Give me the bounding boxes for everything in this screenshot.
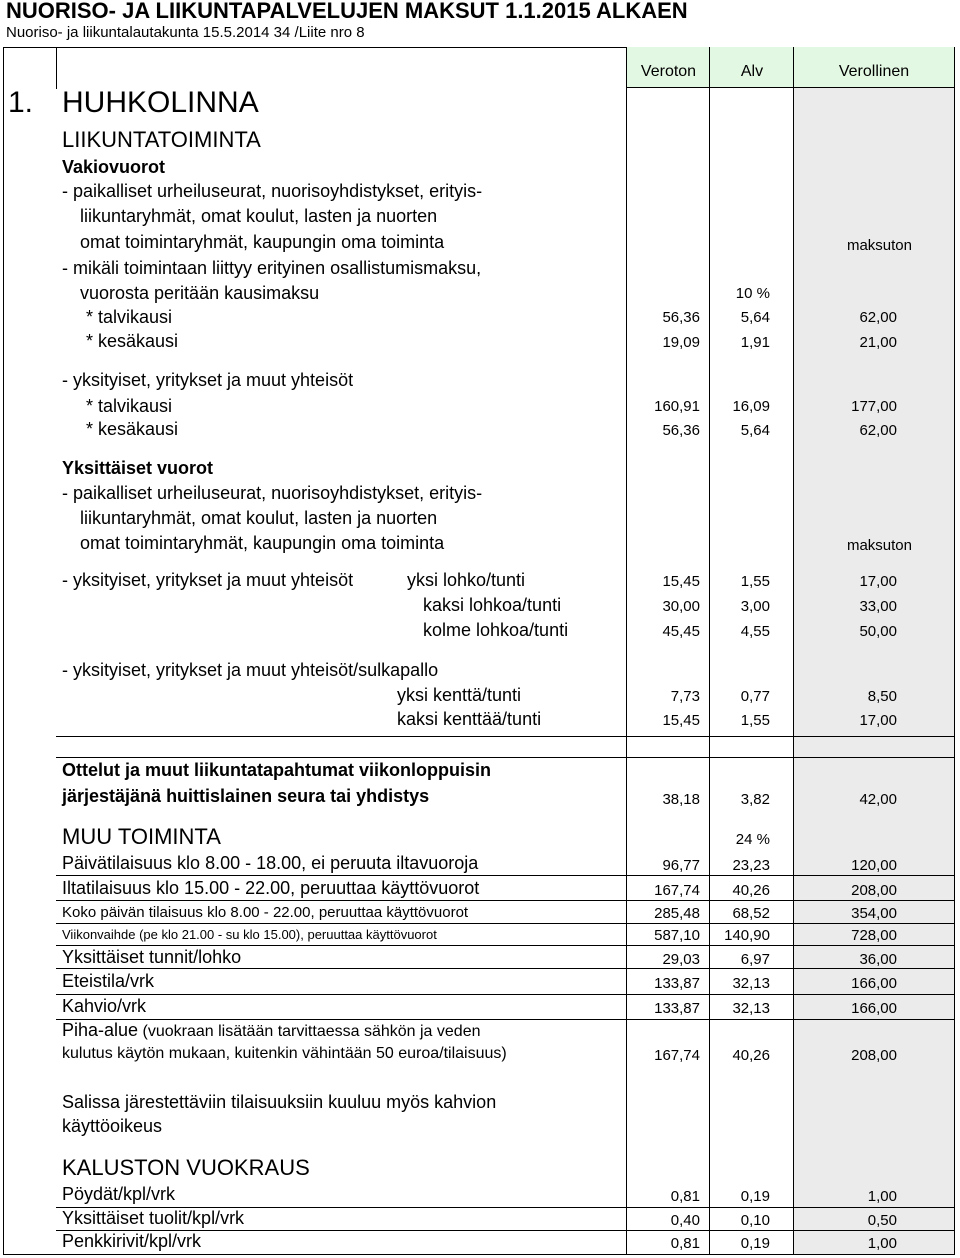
row-text: kulutus käytön mukaan, kuitenkin vähintään 50 euroa/tilaisuus) [62, 1045, 507, 1062]
price-verollinen: 120,00 [851, 857, 897, 874]
price-alv: 3,82 [740, 791, 770, 808]
row-text: - yksityiset, yritykset ja muut yhteisöt/sulkapallo [62, 660, 439, 680]
price-veroton: 19,09 [662, 334, 700, 351]
price-veroton: 29,03 [662, 951, 700, 968]
document-title: NUORISO- JA LIIKUNTAPALVELUJEN MAKSUT 1.1.2015 ALKAEN [6, 0, 688, 23]
price-verollinen: 177,00 [851, 398, 897, 415]
price-alv: 0,19 [740, 1188, 770, 1205]
price-verollinen: 42,00 [859, 791, 897, 808]
price-alv: 0,77 [740, 688, 770, 705]
piha-label: Piha-alue [62, 1020, 139, 1040]
row-label: Koko päivän tilaisuus klo 8.00 - 22.00, peruuttaa käyttövuorot [62, 904, 469, 921]
rule [709, 47, 710, 1255]
subsection-title: LIIKUNTATOIMINTA [62, 127, 261, 152]
row-text: - yksityiset, yritykset ja muut yhteisöt [62, 370, 354, 390]
document-subtitle: Nuoriso- ja liikuntalautakunta 15.5.2014 34 /Liite nro 8 [6, 24, 365, 41]
price-verollinen: 33,00 [859, 598, 897, 615]
price-veroton: 133,87 [654, 1000, 700, 1017]
price-verollinen: 50,00 [859, 623, 897, 640]
price-verollinen: 62,00 [859, 309, 897, 326]
price-alv: 3,00 [740, 598, 770, 615]
price-verollinen: 36,00 [859, 951, 897, 968]
price-verollinen: 208,00 [851, 882, 897, 899]
row-label: Iltatilaisuus klo 15.00 - 22.00, peruuttaa käyttövuorot [62, 878, 480, 898]
price-alv: 6,97 [740, 951, 770, 968]
row-label: yksi lohko/tunti [407, 570, 526, 590]
price-verollinen: 166,00 [851, 975, 897, 992]
price-veroton: 0,81 [670, 1235, 700, 1252]
price-verollinen: 17,00 [859, 573, 897, 590]
rule [626, 47, 627, 1255]
rule [56, 994, 955, 995]
row-label: Päivätilaisuus klo 8.00 - 18.00, ei peruuta iltavuoroja [62, 853, 479, 873]
price-alv: 5,64 [740, 422, 770, 439]
price-verollinen: maksuton [846, 237, 912, 254]
price-alv: 40,26 [732, 1047, 770, 1064]
row-label: * talvikausi [86, 396, 173, 416]
row-text: liikuntaryhmät, omat koulut, lasten ja nuorten [80, 206, 438, 226]
price-veroton: 56,36 [662, 309, 700, 326]
rule [56, 736, 955, 737]
price-alv: 23,23 [732, 857, 770, 874]
row-text: järjestäjänä huittislainen seura tai yhdistys [62, 786, 430, 806]
rule [56, 757, 955, 758]
row-text: Ottelut ja muut liikuntatapahtumat viikonloppuisin [62, 760, 492, 780]
price-verollinen: 1,00 [867, 1235, 897, 1252]
row-label: Eteistila/vrk [62, 971, 155, 991]
row-text: - mikäli toimintaan liittyy erityinen osallistumismaksu, [62, 258, 482, 278]
price-veroton: 285,48 [654, 905, 700, 922]
row-label [62, 1020, 480, 1041]
price-verollinen: 354,00 [851, 905, 897, 922]
row-label: Penkkirivit/kpl/vrk [62, 1231, 202, 1251]
price-alv: 68,52 [732, 905, 770, 922]
price-veroton: 0,81 [670, 1188, 700, 1205]
row-label: yksi kenttä/tunti [397, 685, 522, 705]
rule [56, 945, 955, 946]
price-verollinen: 1,00 [867, 1188, 897, 1205]
row-label: * talvikausi [86, 307, 173, 327]
price-alv: 16,09 [732, 398, 770, 415]
row-text: - paikalliset urheiluseurat, nuorisoyhdistykset, erityis- [62, 181, 483, 201]
price-alv: 40,26 [732, 882, 770, 899]
subheading: Yksittäiset vuorot [62, 458, 214, 478]
price-verollinen: 728,00 [851, 927, 897, 944]
price-verollinen: maksuton [846, 537, 912, 554]
rule [56, 900, 955, 901]
price-alv: 1,55 [740, 712, 770, 729]
price-verollinen: 21,00 [859, 334, 897, 351]
rule [793, 47, 794, 1255]
price-alv: 140,90 [724, 927, 770, 944]
row-text: omat toimintaryhmät, kaupungin oma toiminta [80, 533, 445, 553]
price-veroton: 167,74 [654, 1047, 700, 1064]
verollinen-column-shade [793, 88, 954, 1254]
row-text: - paikalliset urheiluseurat, nuorisoyhdistykset, erityis- [62, 483, 483, 503]
row-label: kaksi lohkoa/tunti [423, 595, 562, 615]
row-label: * kesäkausi [86, 331, 179, 351]
header-verollinen: Verollinen [793, 47, 955, 88]
price-veroton: 56,36 [662, 422, 700, 439]
price-veroton: 167,74 [654, 882, 700, 899]
row-label: Yksittäiset tunnit/lohko [62, 947, 242, 967]
price-verollinen: 8,50 [867, 688, 897, 705]
price-veroton: 160,91 [654, 398, 700, 415]
subheading: Vakiovuorot [62, 157, 166, 177]
note-text: käyttöoikeus [62, 1116, 163, 1136]
price-alv: 0,10 [740, 1212, 770, 1229]
rule [56, 923, 955, 924]
alv-rate: 10 % [735, 285, 770, 302]
row-label: kaksi kenttää/tunti [397, 709, 542, 729]
price-veroton: 15,45 [662, 712, 700, 729]
rule [56, 47, 57, 89]
note-text: Salissa järestettäviin tilaisuuksiin kuuluu myös kahvion [62, 1092, 497, 1112]
price-veroton: 30,00 [662, 598, 700, 615]
row-text: liikuntaryhmät, omat koulut, lasten ja nuorten [80, 508, 438, 528]
row-label: Pöydät/kpl/vrk [62, 1184, 176, 1204]
price-alv: 32,13 [732, 1000, 770, 1017]
row-label: Yksittäiset tuolit/kpl/vrk [62, 1208, 245, 1228]
price-veroton: 587,10 [654, 927, 700, 944]
row-label: Kahvio/vrk [62, 996, 147, 1016]
row-label: * kesäkausi [86, 419, 179, 439]
piha-note: (vuokraan lisätään tarvittaessa sähkön ja veden [138, 1023, 481, 1040]
price-alv: 1,55 [740, 573, 770, 590]
price-veroton: 45,45 [662, 623, 700, 640]
row-label: kolme lohkoa/tunti [423, 620, 569, 640]
price-alv: 32,13 [732, 975, 770, 992]
header-veroton: Veroton [626, 47, 710, 88]
price-veroton: 7,73 [670, 688, 700, 705]
rule [56, 968, 955, 969]
price-veroton: 38,18 [662, 791, 700, 808]
price-veroton: 15,45 [662, 573, 700, 590]
section-title: MUU TOIMINTA [62, 824, 221, 849]
row-text: vuorosta peritään kausimaksu [80, 283, 320, 303]
price-alv: 0,19 [740, 1235, 770, 1252]
section-title: KALUSTON VUOKRAUS [62, 1155, 310, 1180]
price-verollinen: 62,00 [859, 422, 897, 439]
price-verollinen: 208,00 [851, 1047, 897, 1064]
row-text: - yksityiset, yritykset ja muut yhteisöt [62, 570, 354, 590]
price-veroton: 0,40 [670, 1212, 700, 1229]
row-label: Viikonvaihde (pe klo 21.00 - su klo 15.00), peruuttaa käyttövuorot [62, 927, 437, 942]
header-alv: Alv [709, 47, 794, 88]
price-alv: 1,91 [740, 334, 770, 351]
alv-rate: 24 % [735, 831, 770, 848]
section-title: HUHKOLINNA [62, 86, 259, 119]
price-verollinen: 17,00 [859, 712, 897, 729]
price-veroton: 96,77 [662, 857, 700, 874]
price-verollinen: 166,00 [851, 1000, 897, 1017]
price-verollinen: 0,50 [867, 1212, 897, 1229]
price-alv: 4,55 [740, 623, 770, 640]
rule [56, 875, 955, 876]
price-alv: 5,64 [740, 309, 770, 326]
price-veroton: 133,87 [654, 975, 700, 992]
section-number: 1. [8, 86, 34, 119]
row-text: omat toimintaryhmät, kaupungin oma toiminta [80, 232, 445, 252]
